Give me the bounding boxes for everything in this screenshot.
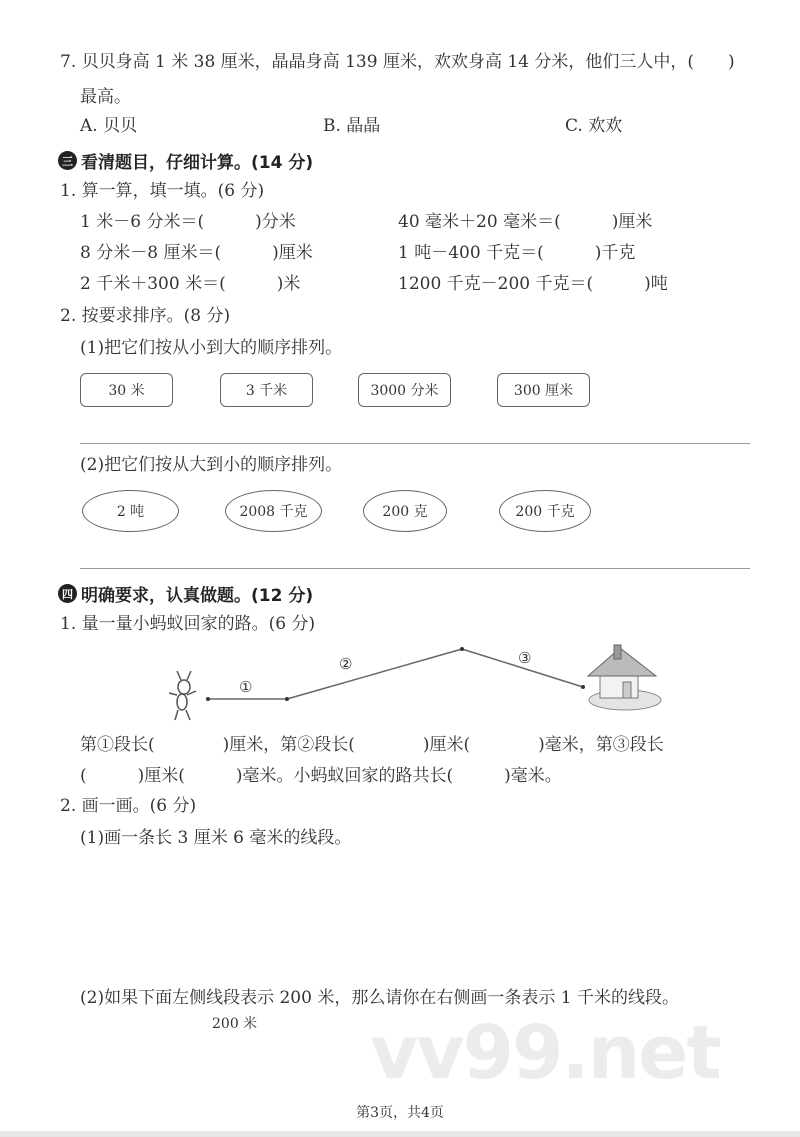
calc-item: 40 毫米＋20 毫米＝( )厘米	[398, 212, 653, 232]
section-number-badge: 三	[58, 151, 77, 170]
section3-title: 看清题目，仔细计算。(14 分)	[81, 153, 314, 173]
segment-2-label: ②	[339, 655, 353, 673]
segment-200m-label: 200 米	[212, 1016, 258, 1032]
weight-oval: 200 千克	[499, 490, 591, 532]
ant-icon	[169, 671, 196, 720]
q7-option-c: C. 欢欢	[565, 116, 623, 136]
segment-3-label: ③	[518, 649, 532, 667]
s4-q2-part2: (2)如果下面左侧线段表示 200 米，那么请你在右侧画一条表示 1 千米的线段。	[80, 988, 679, 1008]
section-number-badge: 四	[58, 584, 77, 603]
section4-title: 明确要求，认真做题。(12 分)	[81, 586, 314, 606]
length-box: 300 厘米	[497, 373, 590, 407]
weight-oval: 200 克	[363, 490, 447, 532]
calc-item: 1200 千克－200 千克＝( )吨	[398, 274, 668, 294]
page-number: 第3页，共4页	[356, 1105, 444, 1121]
s4-q1-title: 1. 量一量小蚂蚁回家的路。(6 分)	[60, 614, 316, 634]
weight-oval: 2008 千克	[225, 490, 322, 532]
watermark: vv99.net	[370, 1010, 720, 1096]
calc-item: 8 分米－8 厘米＝( )厘米	[80, 243, 313, 263]
length-box: 3000 分米	[358, 373, 451, 407]
s3-q2-part1: (1)把它们按从小到大的顺序排列。	[80, 338, 343, 358]
segment-1-label: ①	[239, 678, 253, 696]
q7-text-cont: 最高。	[80, 87, 131, 107]
weight-oval: 2 吨	[82, 490, 179, 532]
s3-q1-title: 1. 算一算，填一填。(6 分)	[60, 181, 265, 201]
calc-item: 1 米－6 分米＝( )分米	[80, 212, 296, 232]
q7-option-b: B. 晶晶	[323, 116, 381, 136]
q7-option-a: A. 贝贝	[80, 116, 138, 136]
s3-q2-part2: (2)把它们按从大到小的顺序排列。	[80, 455, 343, 475]
page-bottom-edge	[0, 1131, 800, 1137]
s3-q2-title: 2. 按要求排序。(8 分)	[60, 306, 231, 326]
measure-answer-line2: ( )厘米( )毫米。小蚂蚁回家的路共长( )毫米。	[80, 766, 562, 786]
segment-2	[287, 649, 462, 699]
s4-q2-part1: (1)画一条长 3 厘米 6 毫米的线段。	[80, 828, 352, 848]
house-icon	[588, 645, 661, 710]
calc-item: 1 吨－400 千克＝( )千克	[398, 243, 636, 263]
measure-answer-line1: 第①段长( )厘米，第②段长( )厘米( )毫米，第③段长	[80, 735, 664, 755]
q7-text: 7. 贝贝身高 1 米 38 厘米，晶晶身高 139 厘米，欢欢身高 14 分米，他们三人中，( )	[60, 52, 735, 72]
s4-q2-title: 2. 画一画。(6 分)	[60, 796, 197, 816]
length-box: 30 米	[80, 373, 173, 407]
length-box: 3 千米	[220, 373, 313, 407]
calc-item: 2 千米＋300 米＝( )米	[80, 274, 301, 294]
